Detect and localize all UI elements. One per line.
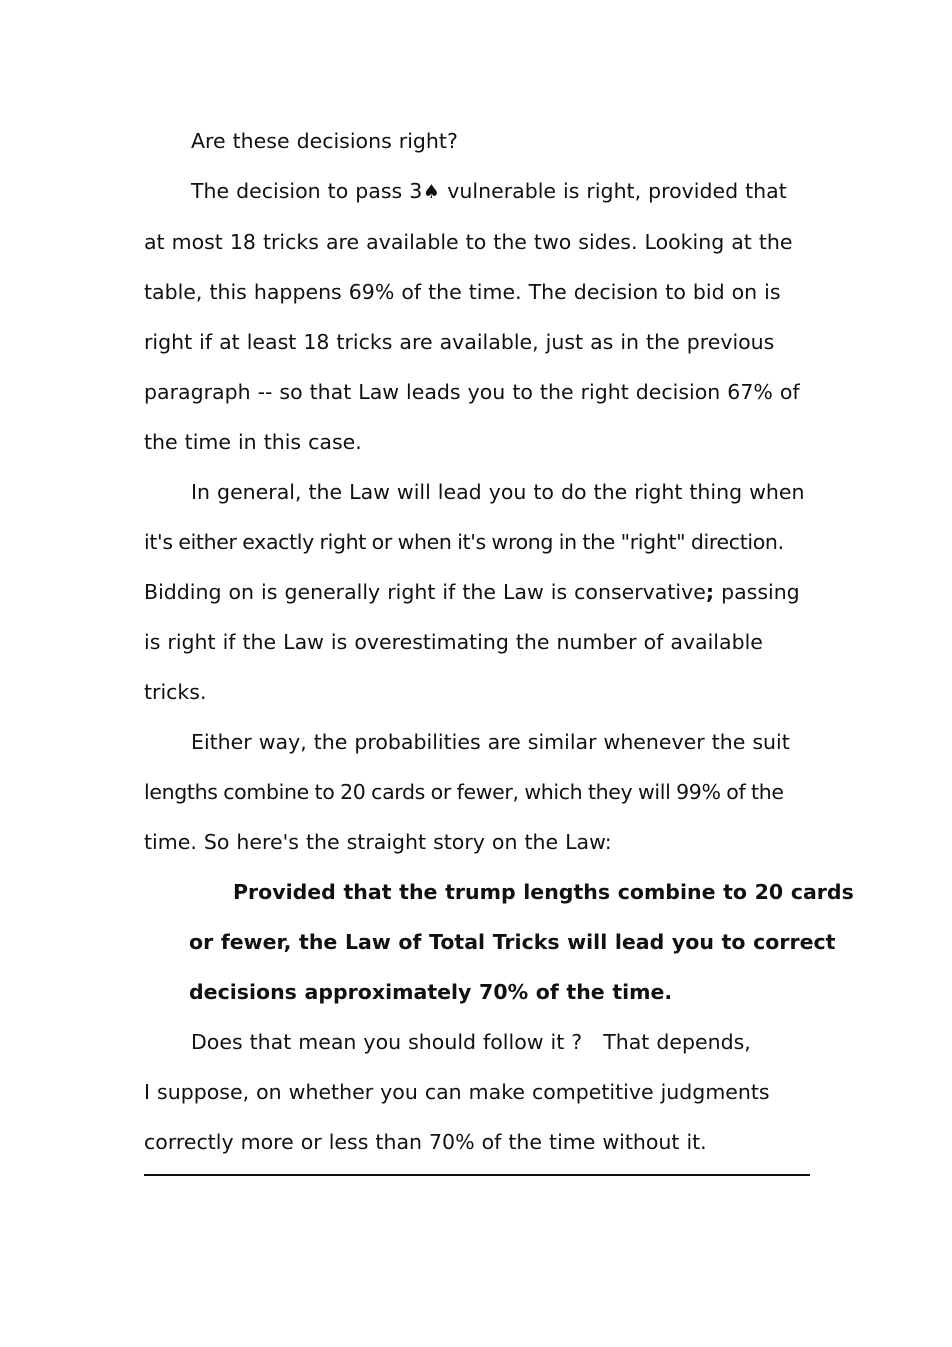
text-line: decisions approximately 70% of the time.: [189, 980, 673, 1004]
text-line: In general, the Law will lead you to do the right thing when: [191, 480, 805, 504]
paragraph-conclusion: [144, 867, 854, 1017]
paragraph-question: [144, 116, 810, 166]
paragraph-general: [144, 467, 810, 717]
text-line: lengths combine to 20 cards or fewer, which they will 99% of the: [144, 780, 784, 804]
text-line: Does that mean you should follow it ? That depends,: [191, 1030, 751, 1054]
document-page: [144, 116, 854, 1167]
text-line: time. So here's the straight story on the Law:: [144, 830, 612, 854]
horizontal-rule: [144, 1174, 810, 1176]
text-line: the time in this case.: [144, 430, 362, 454]
text-line: correctly more or less than 70% of the time without it.: [144, 1130, 707, 1154]
text-line: at most 18 tricks are available to the two sides. Looking at the: [144, 230, 793, 254]
paragraph-pass-decision: [144, 166, 810, 467]
text-line: [144, 567, 810, 617]
text-segment: vulnerable is right, provided that: [440, 179, 787, 203]
text-line: paragraph -- so that Law leads you to the right decision 67% of: [144, 380, 800, 404]
paragraph-either-way: [144, 717, 810, 867]
text-line: Are these decisions right?: [191, 129, 458, 153]
text-segment: Bidding on is generally right if the Law is conservative: [144, 580, 706, 604]
text-segment: passing: [714, 580, 800, 604]
text-segment: The decision to pass 3: [191, 179, 423, 203]
text-line: or fewer, the Law of Total Tricks will lead you to correct: [189, 930, 836, 954]
text-line: right if at least 18 tricks are available, just as in the previous: [144, 330, 775, 354]
text-line: is right if the Law is overestimating the number of available: [144, 630, 763, 654]
text-line: Provided that the trump lengths combine to 20 cards: [233, 880, 854, 904]
text-line: table, this happens 69% of the time. The decision to bid on is: [144, 280, 781, 304]
text-line: I suppose, on whether you can make competitive judgments: [144, 1080, 770, 1104]
text-line: Either way, the probabilities are similar whenever the suit: [191, 730, 790, 754]
text-line: [144, 166, 810, 217]
spade-suit-icon: ♠: [422, 181, 440, 203]
text-segment: ;: [705, 580, 715, 604]
text-line: it's either exactly right or when it's wrong in the "right" direction.: [144, 530, 784, 554]
text-line: tricks.: [144, 680, 207, 704]
paragraph-follow-it: [144, 1017, 810, 1167]
